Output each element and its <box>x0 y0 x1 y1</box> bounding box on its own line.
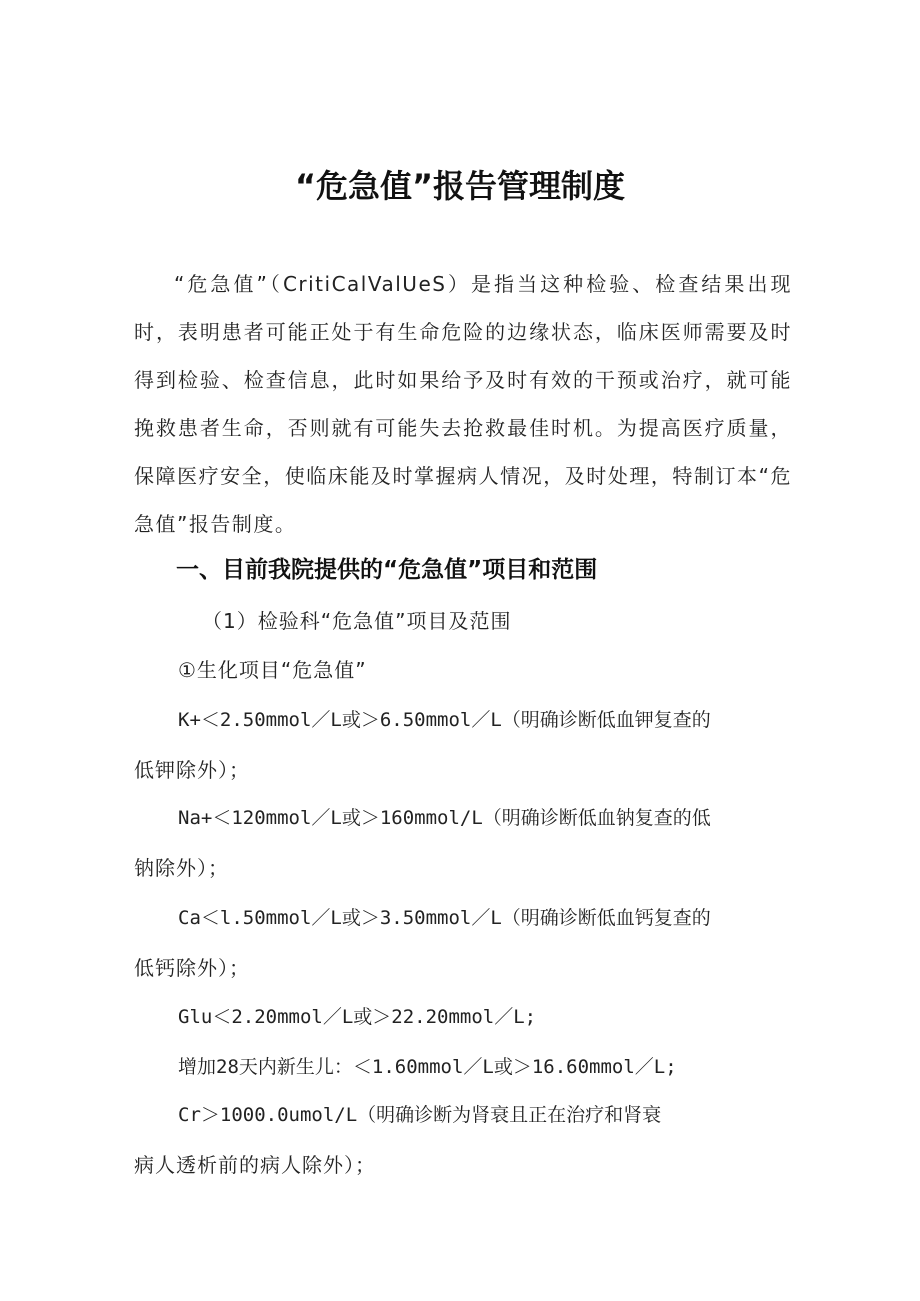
calcium-line-2: 低钙除外）； <box>134 956 250 980</box>
sodium-line-1: Na+＜120mmol／L或＞160mmol/L（明确诊断低血钠复查的低 <box>178 807 711 829</box>
section-heading-1: 一、目前我院提供的“危急值”项目和范围 <box>176 557 598 583</box>
calcium-line-1: Ca＜l.50mmol／L或＞3.50mmol／L（明确诊断低血钙复查的 <box>178 907 711 929</box>
newborn-glucose-line: 增加28天内新生儿：＜1.60mmol／L或＞16.60mmol／L; <box>178 1056 677 1078</box>
intro-paragraph: “危急值”（CritiCalValUeS）是指当这种检验、检查结果出现时，表明患者可能正处于有生命危险的边缘状态，临床医师需要及时得到检验、检查信息，此时如果给予及时有效的干预或治疗，就可能挽救患者生命，否则就有可能失去抢救最佳时机。为提高医疗质量，保障医疗安全，使临床能及时掌握病人情况，及时处理，特制订本“危急值”报告制度。 <box>134 272 792 536</box>
creatinine-line-2: 病人透析前的病人除外）； <box>134 1153 376 1177</box>
potassium-line-1: K+＜2.50mmol／L或＞6.50mmol／L（明确诊断低血钾复查的 <box>178 709 711 731</box>
glucose-line: Glu＜2.20mmol／L或＞22.20mmol／L; <box>178 1006 537 1028</box>
item-heading-biochem: ①生化项目“危急值” <box>178 658 367 682</box>
subsection-heading: （1）检验科“危急值”项目及范围 <box>202 609 512 633</box>
creatinine-line-1: Cr＞1000.0umol/L（明确诊断为肾衰且正在治疗和肾衰 <box>178 1104 662 1126</box>
potassium-line-2: 低钾除外）； <box>134 758 250 782</box>
sodium-line-2: 钠除外）； <box>134 856 229 880</box>
document-title: “危急值”报告管理制度 <box>294 167 626 205</box>
